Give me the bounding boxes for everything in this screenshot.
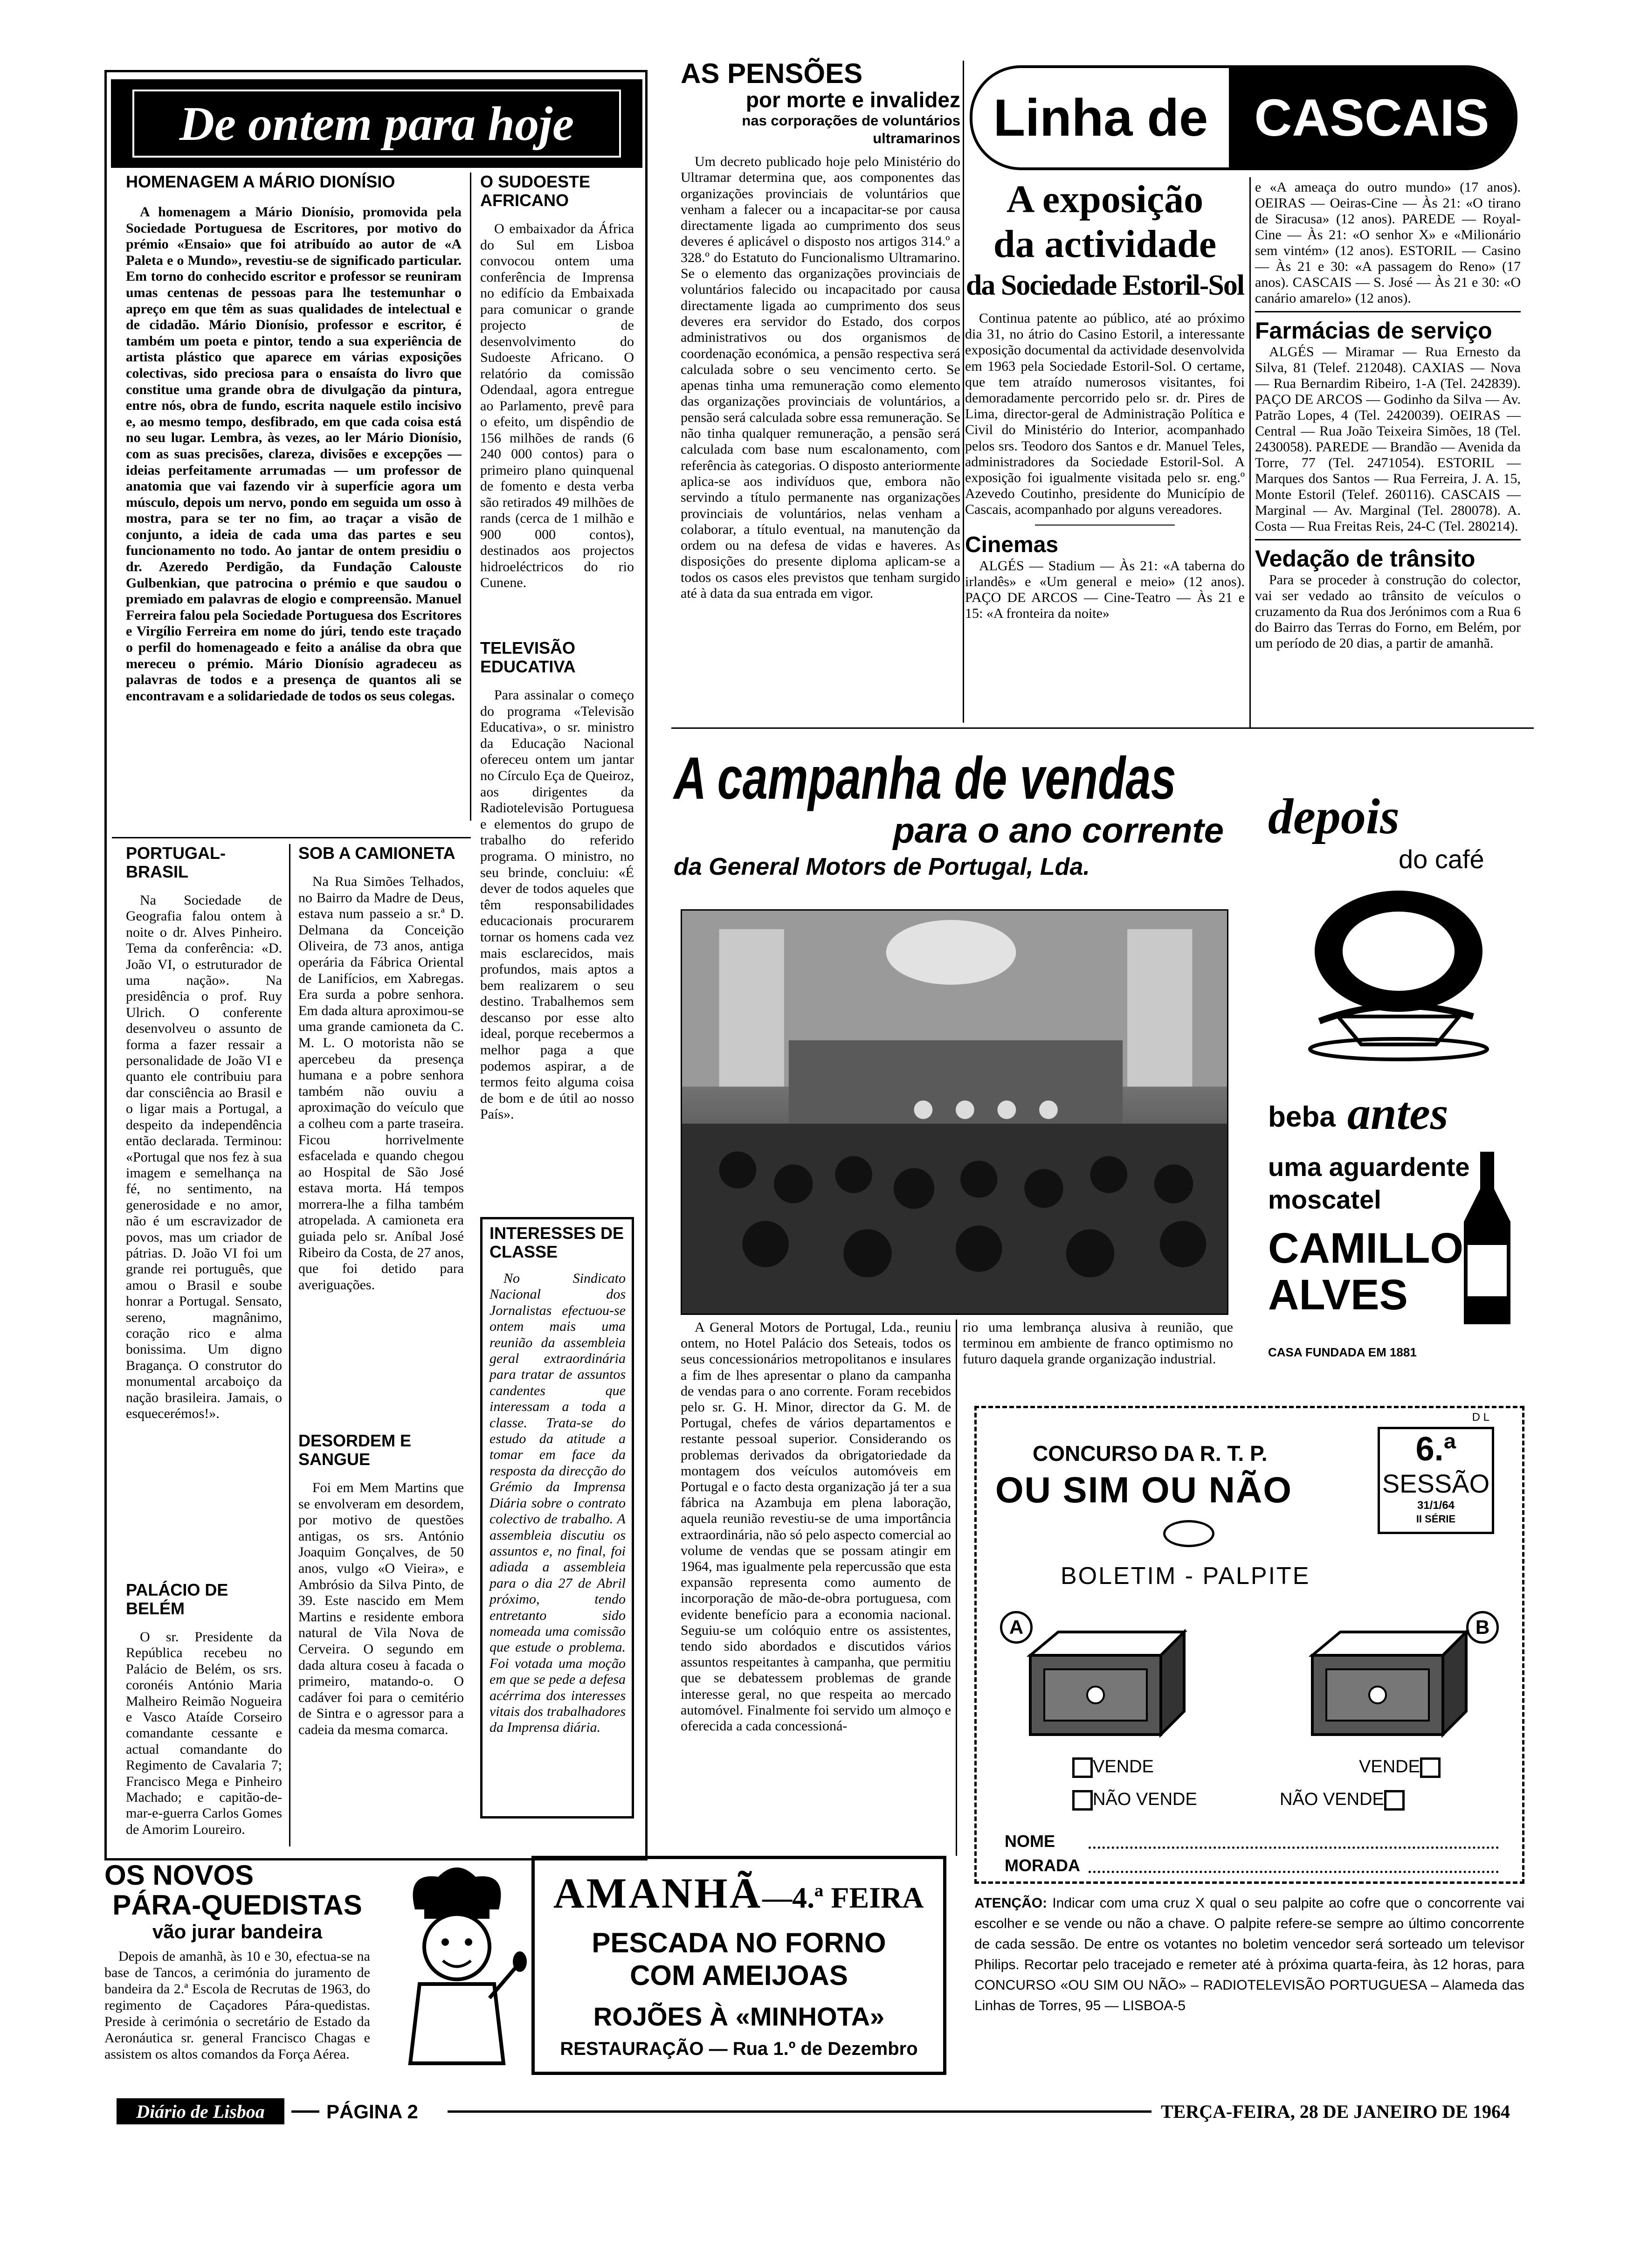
amanha-feira: —4.ª FEIRA (762, 1881, 924, 1914)
quedistas-head3: vão jurar bandeira (152, 1921, 323, 1943)
ad-do-cafe: do café (1399, 844, 1484, 874)
article-body: No Sindicato Nacional dos Jornalistas efectuou-se ontem mais uma reunião da assembleia geral extraordinária para tratar de assuntos candentes que interessam a toda a classe. Trata-se do estudo da atitude a tomar em face da resposta da direcção do Grémio da Imprensa Diária sobre o contrato colectivo de trabalho. A assembleia discutiu os assuntos e, no final, foi adiada a assembleia para o dia 27 de Abril próximo, tendo entretanto sido nomeada uma comissão que estude o problema. Foi votada uma moção em que se pede a defesa acérrima dos interesses vitais dos trabalhadores da Imprensa diária. (490, 1271, 626, 1736)
rtp-note: ATENÇÃO: Indicar com uma cruz X qual o seu palpite ao cofre que o concorrente vai escolher e se vende ou não a chave. O palpite refere-se sempre ao último concorrente de cada sessão. De entre os votantes no boletim vencedor será sorteado um televisor Philips. Recortar pelo tracejado e remeter até à próxima quarta-feira, às 12 horas, para CONCURSO «OU SIM OU NÃO» – RADIOTELEVISÃO PORTUGUESA – Alameda das Linhas de Torres, 95 — LISBOA-5 (974, 1895, 1524, 2013)
checkbox-icon (1384, 1790, 1405, 1811)
gm-body: A General Motors de Portugal, Lda., reuniu ontem, no Hotel Palácio dos Seteais, todos os seus concessionários metropolitanos e insulares a fim de lhes apresentar o plano da campanha de vendas para o ano corrente. Foram recebidos pelo sr. G. H. Minor, director da G. M. de Portugal, chefes de vários departamentos e restante pessoal superior. Considerando os problemas derivados da obrigatoriedade da montagem dos veículos automóveis em Portugal e o facto desta organização já ter a sua fábrica na Azambuja em plena laboração, aquela reunião revestiu-se de uma importância extraordinária, não só pelo aspecto comercial ao volume de vendas que se possam atingir em 1964, mas igualmente pela repercussão que esta expansão representa como aumento de incorporação de mão-de-obra portuguesa, com evidente benefício para a economia nacional. Seguiu-se um colóquio entre os assistentes, tendo sido abordados e discutidos vários assuntos respeitantes à campanha, que permitiu que se debatessem problemas de grande interesse geral, no que respeita ao mercado automóvel. Finalmente foi servido um almoço e oferecida a cada concessioná- (681, 1320, 951, 1734)
article-body: Na Sociedade de Geografia falou ontem à noite o dr. Alves Pinheiro. Tema da conferência: «D. João VI, o estruturador de uma nação». Na presidência o prof. Ruy Ulrich. O conferente desenvolveu o assunto de forma a fazer ressair a personalidade de João VI e quanto ele contribuiu para dar consciência ao Brasil e o ligar mais a Portugal, a despeito da independência então declarada. Terminou: «Portugal que nos fez à sua imagem e semelhança na fé, no sentimento, na generosidade e no amor, não é um escravizador de povos, mas um criador de pátrias. D. João VI foi um grande rei português, que amou o Brasil e soube honrar a Portugal. Sensato, sereno, magnânimo, coração rico e alma bonissima. Um digno Bragança. O construtor do monumental arcaboiço da nação brasileira. Jamais, o esquecerémos!». (126, 892, 282, 1421)
article-televisao (480, 639, 634, 1123)
ad-depois: depois (1268, 789, 1400, 844)
newspaper-logo: Diário de Lisboa (117, 2098, 284, 2124)
amanha-line2: COM AMEIJOAS (630, 1960, 848, 1991)
rtp-logo-icon (1163, 1520, 1214, 1547)
vende-b[interactable]: VENDE (1359, 1757, 1441, 1778)
camillo-alves-ad (1259, 788, 1524, 1385)
page-date: TERÇA-FEIRA, 28 DE JANEIRO DE 1964 (1161, 2101, 1510, 2122)
nao-vende-a[interactable]: NÃO VENDE (1072, 1790, 1197, 1811)
rtp-sessao: SESSÃO (1382, 1469, 1490, 1498)
rtp-sessao-num: 6.ª (1415, 1431, 1456, 1468)
article-heading: DESORDEM E SANGUE (298, 1431, 412, 1469)
rtp-serie: II SÉRIE (1416, 1513, 1456, 1525)
nome-label: NOME (1005, 1832, 1055, 1851)
article-desordem (298, 1431, 464, 1738)
vedacao-body: Para se proceder à construção do colector, vai ser vedado ao trânsito de veículos o cruzamento da Rua dos Jerónimos com a Rua 6 do Bairro das Terras do Forno, em Belém, por um período de 20 dias, a partir de amanhã. (1255, 572, 1521, 651)
article-homenagem (126, 173, 462, 704)
morada-label: MORADA (1005, 1856, 1080, 1875)
article-quedistas (104, 1860, 370, 2062)
ad-moscatel: moscatel (1268, 1185, 1381, 1214)
article-exposicao (965, 177, 1245, 622)
cinemas-body: ALGÉS — Stadium — Às 21: «A taberna do irlandês» e «Um general e meio» (12 anos). PAÇO DE ARCOS — Cine-Teatro — Às 21 e 15: «A fronteira da noite» (965, 558, 1245, 622)
gm-subtitle2: da General Motors de Portugal, Lda. (674, 853, 1090, 880)
article-body: Na Rua Simões Telhados, no Bairro da Madre de Deus, estava num passeio a sr.ª D. Delmana da Conceição Oliveira, de 73 anos, antiga operária da Fábrica Oriental de Lanifícios, em Xabregas. Era surda a pobre senhora. Em dada altura aproximou-se uma grande camioneta da C. M. L. O motorista não se apercebeu da presença humana e a pobre senhora também não ouviu a aproximação do veículo que a colheu com a parte traseira. Ficou horrivelmente esfacelada e quando chegou ao Hospital de São José estava morta. Há tempos morrera-lhe a filha também atropelada. A camioneta era guiada pelo sr. Aníbal José Ribeiro da Costa, de 27 anos, que foi detido para averiguações. (298, 874, 464, 1293)
morada-field[interactable] (1089, 1871, 1499, 1873)
rtp-date: 31/1/64 (1417, 1499, 1455, 1512)
article-palacio (126, 1581, 282, 1838)
amanha-line4: RESTAURAÇÃO — Rua 1.º de Dezembro (560, 2039, 918, 2059)
article-portugal-brasil (126, 844, 282, 1422)
quedistas-head1: OS NOVOS (104, 1860, 254, 1891)
gm-subtitle: para o ano corrente (893, 811, 1224, 850)
ad-beba: beba (1268, 1101, 1336, 1133)
checkbox-icon (1072, 1757, 1093, 1778)
article-body: Foi em Mem Martins que se envolveram em desordem, por motivo de questões antigas, os srs. António Joaquim Gonçalves, de 50 anos, vulgo «O Vieira», e Ambrósio da Silva Pinto, de 39. Este nascido em Mem Martins e residente embora natural de Vila Nova de Cerveira. O segundo em dada altura coseu à facada o primeiro, matando-o. O cadáver foi para o cemitério de Sintra e o agressor para a cadeia da mesma comarca. (298, 1480, 464, 1737)
amanha-line3: ROJÕES À «MINHOTA» (593, 2002, 885, 2031)
article-interesses (490, 1224, 626, 1736)
rtp-title: OU SIM OU NÃO (995, 1469, 1293, 1510)
cofre-a-label: A (1000, 1611, 1033, 1644)
cinemas-heading: Cinemas (965, 532, 1059, 557)
rtp-corner: D L (1472, 1411, 1489, 1424)
gm-title: A campanha de vendas (674, 745, 1176, 812)
vedacao-heading: Vedação de trânsito (1255, 546, 1476, 572)
cinemas-continued: e «A ameaça do outro mundo» (17 anos). OEIRAS — Oeiras-Cine — Às 21: «O tirano de Siracusa» (12 anos). PAREDE — Royal-Cine — Às 21: «O senhor X» e «Milionário sem vintém» (12 anos). ESTORIL — Casino — Às 21 e 30: «A passagem do Reno» (17 anos). CASCAIS — S. José — Às 21 e 30: «O canário amarelo» (12 anos). (1255, 180, 1521, 306)
chef-illustration-icon (387, 1858, 527, 2077)
checkbox-icon (1420, 1757, 1441, 1778)
ad-uma-aguardente: uma aguardente (1268, 1152, 1470, 1182)
farmacias-body: ALGÉS — Miramar — Rua Ernesto da Silva, 81 (Telef. 212048). CAXIAS — Nova — Rua Bernardim Ribeiro, 1-A (Tel. 242839). PAÇO DE ARCOS — Godinho da Silva — Av. Patrão Lopes, 4 (Tel. 2420039). OEIRAS — Central — Rua João Teixeira Simões, 18 (Tel. 2430058). PAREDE — Brandão — Avenida da Torre, 77 (Tel. 2471054). ESTORIL — Marques dos Santos — Rua Ferreira, J. A. 15, Monte Estoril (Telef. 260116). CASCAIS — Marginal — Av. Marginal (Tel. 280078). A. Costa — Rua Freitas Reis, 24-C (Tel. 280214). (1255, 344, 1521, 534)
pensoes-body: Um decreto publicado hoje pelo Ministério do Ultramar determina que, aos componentes das organizações provinciais de voluntários que venham a falecer ou a incapacitar-se por causa directamente ligada ao cumprimento dos seus deveres é aplicável o disposto nos artigos 314.º a 328.º do Estatuto do Funcionalismo Ultramarino. Se o elemento das organizações provinciais de voluntários falecido ou incapacitado por causa directamente ligada ao cumprimento dos seus deveres era servidor do Estado, dos corpos administrativos ou dos organismos de coordenação económica, a pensão respectiva será calculada sobre o seu vencimento certo. Se apenas tinha uma remuneração como elemento das organizações provinciais de voluntários, a pensão será calculada sobre essa remuneração. Se não tinha qualquer remuneração, a pensão será calculada com base num escalonamento, com referência às categorias. O disposto anteriormente aplica-se aos indivíduos que, embora não servindo a título permanente nas organizações provinciais de voluntários, nelas venham a colaborar, a título eventual, na manutenção da ordem ou na defesa de vidas e haveres. As disposições do presente diploma aplicam-se a todos os casos eles previstos que tenham surgido até à data da sua entrada em vigor. (681, 154, 960, 602)
ad-antes: antes (1347, 1087, 1448, 1139)
safe-a-icon (1021, 1627, 1193, 1744)
gm-body-col2 (963, 1320, 1233, 1368)
article-camioneta (298, 844, 464, 1293)
article-heading: HOMENAGEM A MÁRIO DIONÍSIO (126, 172, 395, 191)
cofre-b-label: B (1466, 1611, 1499, 1644)
article-sudoeste (480, 173, 634, 591)
article-heading: PORTUGAL-BRASIL (126, 844, 226, 881)
farmacias-heading: Farmácias de serviço (1255, 318, 1492, 344)
nao-vende-b[interactable]: NÃO VENDE (1280, 1790, 1405, 1811)
article-body: A homenagem a Mário Dionísio, promovida pela Sociedade Portuguesa de Escritores, por motivo do prémio «Ensaio» que foi atribuído ao autor de «A Paleta e o Mundo», revestiu-se de significado particular. Em torno do conhecido escritor e professor se reuniram umas centenas de pessoas para lhe testemunhar o apreço em que têm as suas qualidades de intelectual e de cidadão. Mário Dionísio, professor e escritor, é também um poeta e pintor, tendo a sua experiência de artista plástico que aparece em várias exposições colectivas, sido preciosa para o ensaísta do livro que constitue uma grande obra de divulgação da pintura, entre nós, obra de fundo, escrita naquele estilo incisivo e, ao mesmo tempo, desfibrado, em que cada coisa está no seu lugar. Lembra, às vezes, ao ler Mário Dionísio, com as suas precisões, clareza, divisões e excepções — ideias perfeitamente arrumadas — um professor de anatomia que vai fazendo vir à superfície agora um músculo, depois um nervo, pondo em seguida um osso à mostra, para se ter no fim, ao traçar a visão de conjunto, a ideia de cada uma das partes e seu funcionamento no todo. Ao jantar de ontem presidiu o dr. Azeredo Perdigão, da Fundação Calouste Gulbenkian, que patrocina o prémio e que saudou o premiado em palavras de elogio e compreensão. Manuel Ferreira falou pela Sociedade Portuguesa dos Escritores e Virgílio Ferreira em nome do júri, tendo este traçado o perfil do homenageado e feito a análise da obra que mereceu o prémio. Mário Dionísio agradeceu as palavras de todos e a presença de quantos ali se encontravam e a solidariedade de todos os seus colegas. (126, 204, 462, 704)
section-banner (111, 79, 642, 168)
gm-body-col1 (681, 1320, 951, 1734)
expo-title-2: da actividade (993, 222, 1217, 266)
cascais-logo-right: CASCAIS (1229, 68, 1515, 167)
nome-field[interactable] (1089, 1846, 1499, 1849)
cascais-logo-left: Linha de (993, 89, 1208, 147)
amanha-line1: PESCADA NO FORNO (592, 1927, 886, 1958)
ad-fundada: CASA FUNDADA EM 1881 (1268, 1345, 1417, 1359)
amanha-ad (531, 1856, 946, 2075)
ad-brand-2: ALVES (1268, 1271, 1408, 1319)
ad-brand-1: CAMILLO (1268, 1224, 1464, 1272)
pensoes-subtitle2: nas corporações de voluntários ultramarinos (742, 112, 960, 146)
coffee-cup-icon (1287, 881, 1501, 1063)
gm-body-continued: rio uma lembrança alusiva à reunião, que terminou em ambiente de franco optimismo no futuro daquela grande organização industrial. (963, 1320, 1233, 1367)
rtp-sessao-box (1378, 1427, 1494, 1534)
article-heading: O SUDOESTE AFRICANO (480, 172, 591, 210)
article-heading: TELEVISÃO EDUCATIVA (480, 638, 576, 676)
article-heading: INTERESSES DE CLASSE (490, 1224, 624, 1261)
amanha-label: AMANHÃ (553, 1869, 763, 1917)
article-gm (674, 746, 1233, 883)
pensoes-title: AS PENSÕES (681, 58, 863, 89)
article-body: O sr. Presidente da República recebeu no Palácio de Belém, os srs. coronéis António Maria Malheiro Reimão Nogueira e Vasco Ataíde Corseiro comandante cessante e actual comandante do Regimento de Cavalaria 7; Francisco Mega e Pinheiro Machado; e capitão-de-mar-e-guerra Carlos Gomes de Amorim Loureiro. (126, 1629, 282, 1837)
article-heading: PALÁCIO DE BELÉM (126, 1580, 228, 1618)
rtp-boletim: BOLETIM - PALPITE (1061, 1563, 1310, 1590)
cascais-right-column (1255, 180, 1521, 651)
expo-body: Continua patente ao público, até ao próximo dia 31, no átrio do Casino Estoril, a interessante exposição documental da actividade desenvolvida em 1963 pela Sociedade Estoril-Sol. O certame, que tem atraído numerosos visitantes, foi demoradamente percorrido pelo sr. dr. Pires de Lima, director-geral de Administração Política e Civil do Ministério do Interior, acompanhado pelos srs. Teodoro dos Santos e dr. Manuel Teles, administradores da Sociedade Estoril-Sol. A exposição foi igualmente visitada pelo sr. eng.º Azevedo Coutinho, presidente do Município de Cascais, acompanhado por alguns vereadores. (965, 311, 1245, 518)
rtp-concurso: CONCURSO DA R. T. P. (1033, 1441, 1268, 1466)
article-heading: SOB A CAMIONETA (298, 844, 455, 863)
cascais-logo (970, 65, 1517, 170)
checkbox-icon (1072, 1790, 1093, 1811)
pensoes-subtitle: por morte e invalidez (745, 88, 960, 112)
expo-title-3: da Sociedade Estoril-Sol (965, 270, 1244, 301)
vende-a[interactable]: VENDE (1072, 1757, 1154, 1778)
rtp-coupon (974, 1406, 1524, 1884)
safe-b-icon (1303, 1627, 1476, 1744)
article-body: Para assinalar o começo do programa «Televisão Educativa», o sr. ministro da Educação Nacional ofereceu ontem um jantar no Círculo Eça de Queiroz, aos dirigentes da Radiotelevisão Portuguesa e elementos do grupo de trabalho do referido programa. O ministro, no seu brinde, concluiu: «É dever de todos aqueles que têm responsabilidades educacionais procurarem tornar os homens cada vez mais esclarecidos, mais profundos, mais aptos a bem realizarem o seu destino. Trabalhemos sem descanso por esse alto ideal, porque recebermos a melhor paga a que podemos aspirar, a de termos feito alguma coisa de bom e de útil ao nosso País». (480, 687, 634, 1122)
article-body: O embaixador da África do Sul em Lisboa convocou ontem uma conferência de Imprensa no edifício da Embaixada para comunicar o grande projecto de desenvolvimento do Sudoeste Africano. O relatório da comissão Odendaal, agora entregue ao Parlamento, prevê para o efeito, um dispêndio de 156 milhões de rands (6 240 000 contos) para o primeiro plano quinquenal de fomento e desta verba são retirados 49 milhões de rands (cerca de 1 milhão e 900 000 contos), destinados aos projectos hidroeléctricos do rio Cunene. (480, 221, 634, 590)
expo-title-1: A exposição (1006, 178, 1204, 221)
page-number: PÁGINA 2 (326, 2101, 418, 2123)
quedistas-head2: PÁRA-QUEDISTAS (112, 1889, 362, 1921)
meeting-photo (681, 909, 1228, 1315)
footer-rule (291, 2110, 319, 2113)
bottle-icon (1455, 1152, 1520, 1329)
footer-rule (448, 2110, 1151, 2113)
banner-title: De ontem para hoje (179, 97, 574, 151)
quedistas-body: Depois de amanhã, às 10 e 30, efectua-se na base de Tancos, a cerimónia do juramento de bandeira da 2.ª Escola de Recrutas de 1963, do regimento de Caçadores Pára-quedistas. Preside à cerimónia o secretário de Estado da Aeronáutica sr. general Francisco Chagas e assistem os altos comandos da Força Aérea. (104, 1949, 370, 2062)
article-pensoes (681, 60, 960, 602)
